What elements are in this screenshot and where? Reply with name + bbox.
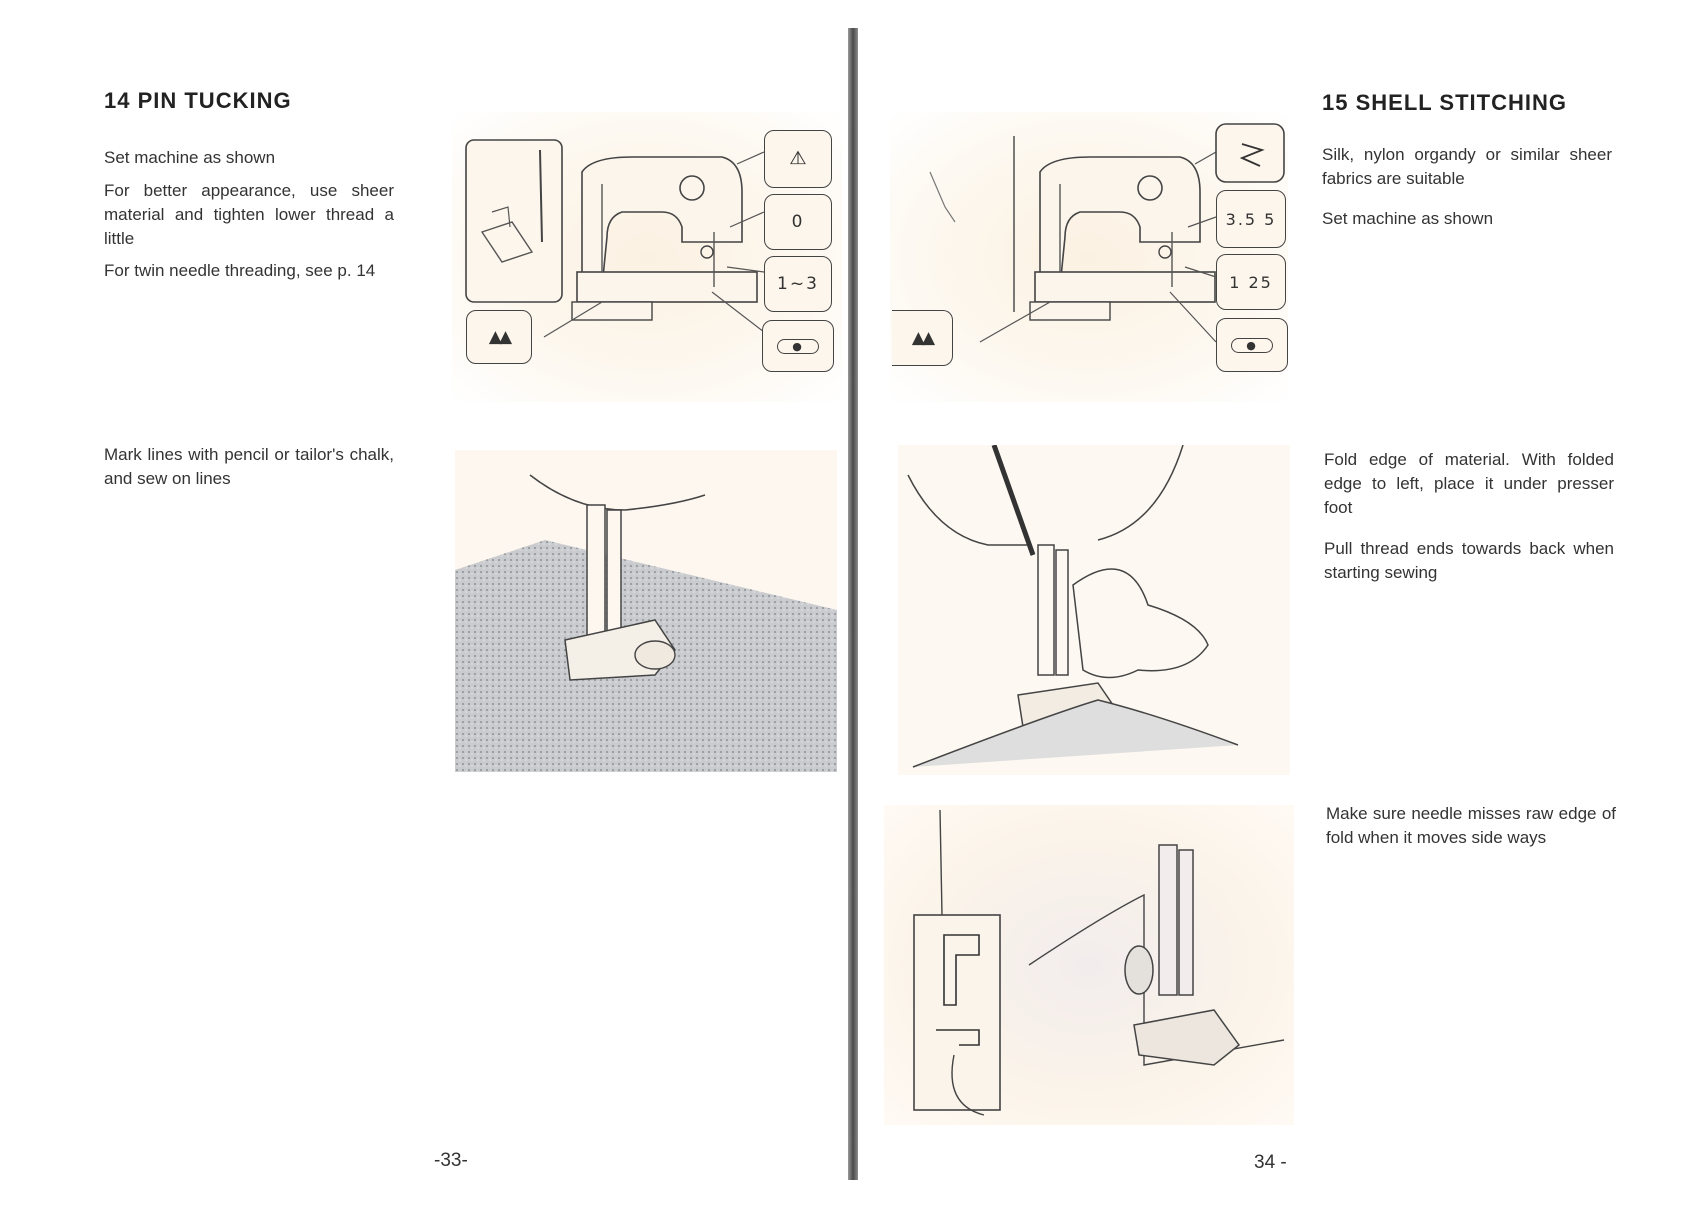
instruction-pull-thread: Pull thread ends towards back when starting sewing xyxy=(1324,539,1614,582)
instruction-set-machine: Set machine as shown xyxy=(104,148,276,167)
book-spine xyxy=(848,28,858,1180)
fold-edge-figure xyxy=(898,445,1290,775)
instruction-fabric-suitable: Silk, nylon organdy or similar sheer fabrics are suitable xyxy=(1322,145,1612,188)
feed-dog-icon: ▲▲ xyxy=(488,327,510,347)
stitch-symbol: ⩤ xyxy=(786,150,810,168)
section-title-pin-tucking: 14 PIN TUCKING xyxy=(104,88,292,113)
instruction-twin-needle: For twin needle threading, see p. 14 xyxy=(104,261,376,280)
stitch-length-value-right: 1 25 xyxy=(1229,272,1273,292)
button-icon: ● xyxy=(777,339,819,354)
page-number-left: -33- xyxy=(434,1150,468,1171)
instruction-better-appearance: For better appearance, use sheer material and tighten lower thread a little xyxy=(104,181,394,248)
right-page xyxy=(858,0,1685,1209)
hand-guiding-fabric-illustration xyxy=(898,445,1290,775)
push-button-setting-right xyxy=(1216,318,1288,372)
push-button-setting xyxy=(762,320,834,372)
stitch-length-setting-right xyxy=(1216,254,1286,310)
button-icon-right: ● xyxy=(1231,338,1273,353)
stitch-length-setting xyxy=(764,256,832,312)
needle-and-foot-closeup-illustration xyxy=(884,805,1294,1125)
feed-dog-setting xyxy=(466,310,532,364)
needle-closeup-figure xyxy=(884,805,1294,1125)
pin-tucking-sewing-figure xyxy=(455,450,837,772)
stitch-width-value: 0 xyxy=(791,212,805,232)
instruction-set-machine-right: Set machine as shown xyxy=(1322,209,1494,228)
instruction-needle-misses: Make sure needle misses raw edge of fold when it moves side ways xyxy=(1326,804,1616,847)
stitch-width-setting-right xyxy=(1216,190,1286,248)
feed-dog-setting-right xyxy=(892,310,953,366)
instruction-mark-lines: Mark lines with pencil or tailor's chalk, and sew on lines xyxy=(104,445,394,488)
presser-foot-on-fabric-illustration xyxy=(455,450,837,772)
section-title-shell-stitching: 15 SHELL STITCHING xyxy=(1322,90,1567,115)
machine-settings-figure-left xyxy=(452,112,842,402)
stitch-length-value: 1~3 xyxy=(777,274,819,294)
machine-settings-figure-right xyxy=(890,112,1288,402)
instruction-fold-edge: Fold edge of material. With folded edge to left, place it under presser foot xyxy=(1324,450,1614,517)
stitch-width-value-right: 3.5 5 xyxy=(1225,209,1277,229)
feed-dog-icon-right: ▲▲ xyxy=(911,328,933,348)
stitch-width-setting xyxy=(764,194,832,250)
page-number-right: 34 - xyxy=(1254,1152,1287,1173)
stitch-pattern-setting xyxy=(764,130,832,188)
